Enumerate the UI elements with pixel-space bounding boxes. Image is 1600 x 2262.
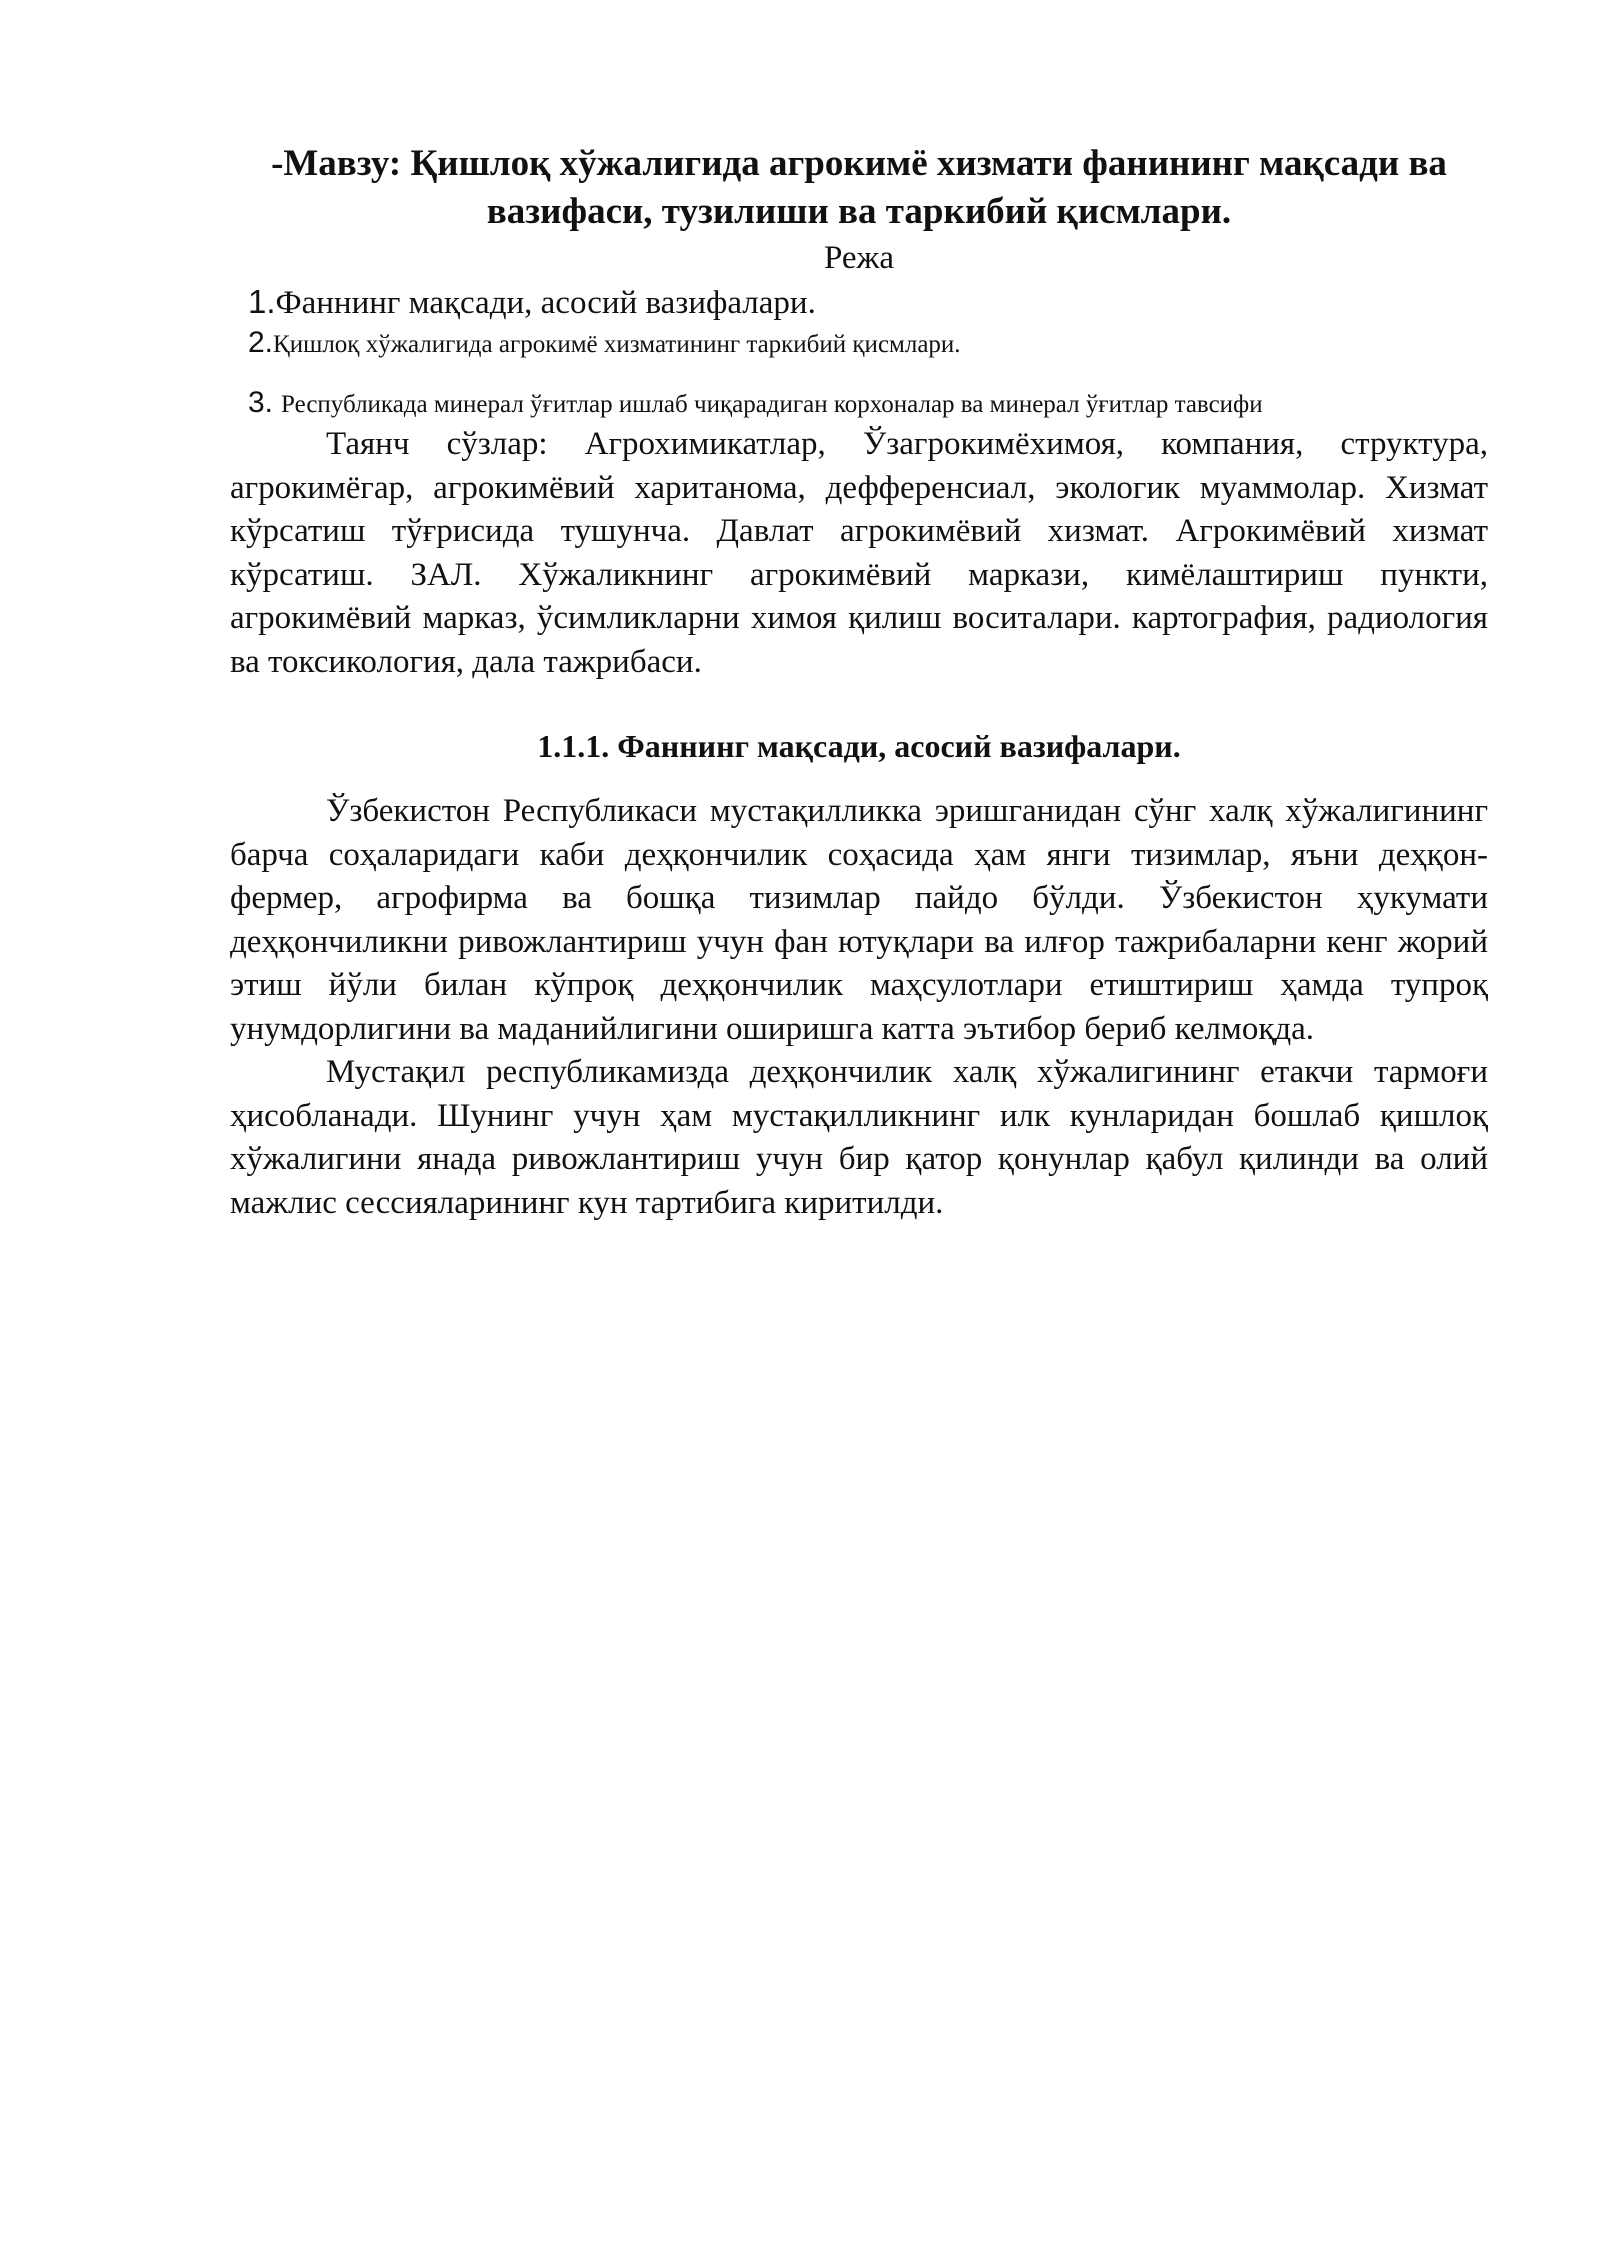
- plan-item-number: 3.: [248, 386, 274, 419]
- plan-item-text: Республикада минерал ўғитлар ишлаб чиқарадиган корхоналар ва минерал ўғитлар тавсифи: [281, 391, 1263, 418]
- plan-item-2: [248, 325, 1488, 363]
- plan-item-number: 2.: [248, 326, 274, 359]
- plan-item-1: [248, 280, 1488, 325]
- plan-item-number: 1.: [248, 283, 276, 320]
- section-heading: 1.1.1. Фаннинг мақсади, асосий вазифалари.: [537, 728, 1181, 764]
- document-title: -Мавзу: Қишлоқ хўжалигида агрокимё хизмати фанининг мақсади ва вазифаси, тузилиши ва таркибий қисмлари.: [271, 143, 1447, 232]
- plan-item-3: [248, 385, 1488, 423]
- document-page: [230, 140, 1488, 1225]
- keywords-paragraph: Таянч сўзлар: Агрохимикатлар, Ўзагрокимёхимоя, компания, структура, агрокимёгар, агрокимёвий хаританома, дефференсиал, экологик муаммолар. Хизмат кўрсатиш тўғрисида тушунча. Давлат агрокимёвий хизмат. Агрокимёвий хизмат кўрсатиш. ЗАЛ. Хўжаликнинг агрокимёвий маркази, кимёлаштириш пункти, агрокимёвий марказ, ўсимликларни химоя қилиш воситалари. картография, радиология ва токсикология, дала тажрибаси.: [230, 426, 1488, 680]
- plan-item-text: Фаннинг мақсади, асосий вазифалари.: [275, 285, 816, 321]
- body-paragraph-2: Мустақил республикамизда деҳқончилик халқ хўжалигининг етакчи тармоғи ҳисобланади. Шунинг учун ҳам мустақилликнинг илк кунларидан бошлаб қишлоқ хўжалигини янада ривожлантириш учун бир қатор қонунлар қабул қилинди ва олий мажлис сессияларининг кун тартибига киритилди.: [230, 1054, 1488, 1221]
- body-paragraph-1: Ўзбекистон Республикаси мустақилликка эришганидан сўнг халқ хўжалигининг барча соҳаларидаги каби деҳқончилик соҳасида ҳам янги тизимлар, яъни деҳқон-фермер, агрофирма ва бошқа тизимлар пайдо бўлди. Ўзбекистон ҳукумати деҳқончиликни ривожлантириш учун фан ютуқлари ва илғор тажрибаларни кенг жорий этиш йўли билан кўпроқ деҳқончилик маҳсулотлари етиштириш ҳамда тупроқ унумдорлигини ва маданийлигини оширишга катта эътибор бериб келмоқда.: [230, 793, 1488, 1047]
- plan-item-text: Қишлоқ хўжалигида агрокимё хизматининг таркибий қисмлари.: [273, 331, 961, 358]
- plan-heading: Режа: [823, 240, 894, 276]
